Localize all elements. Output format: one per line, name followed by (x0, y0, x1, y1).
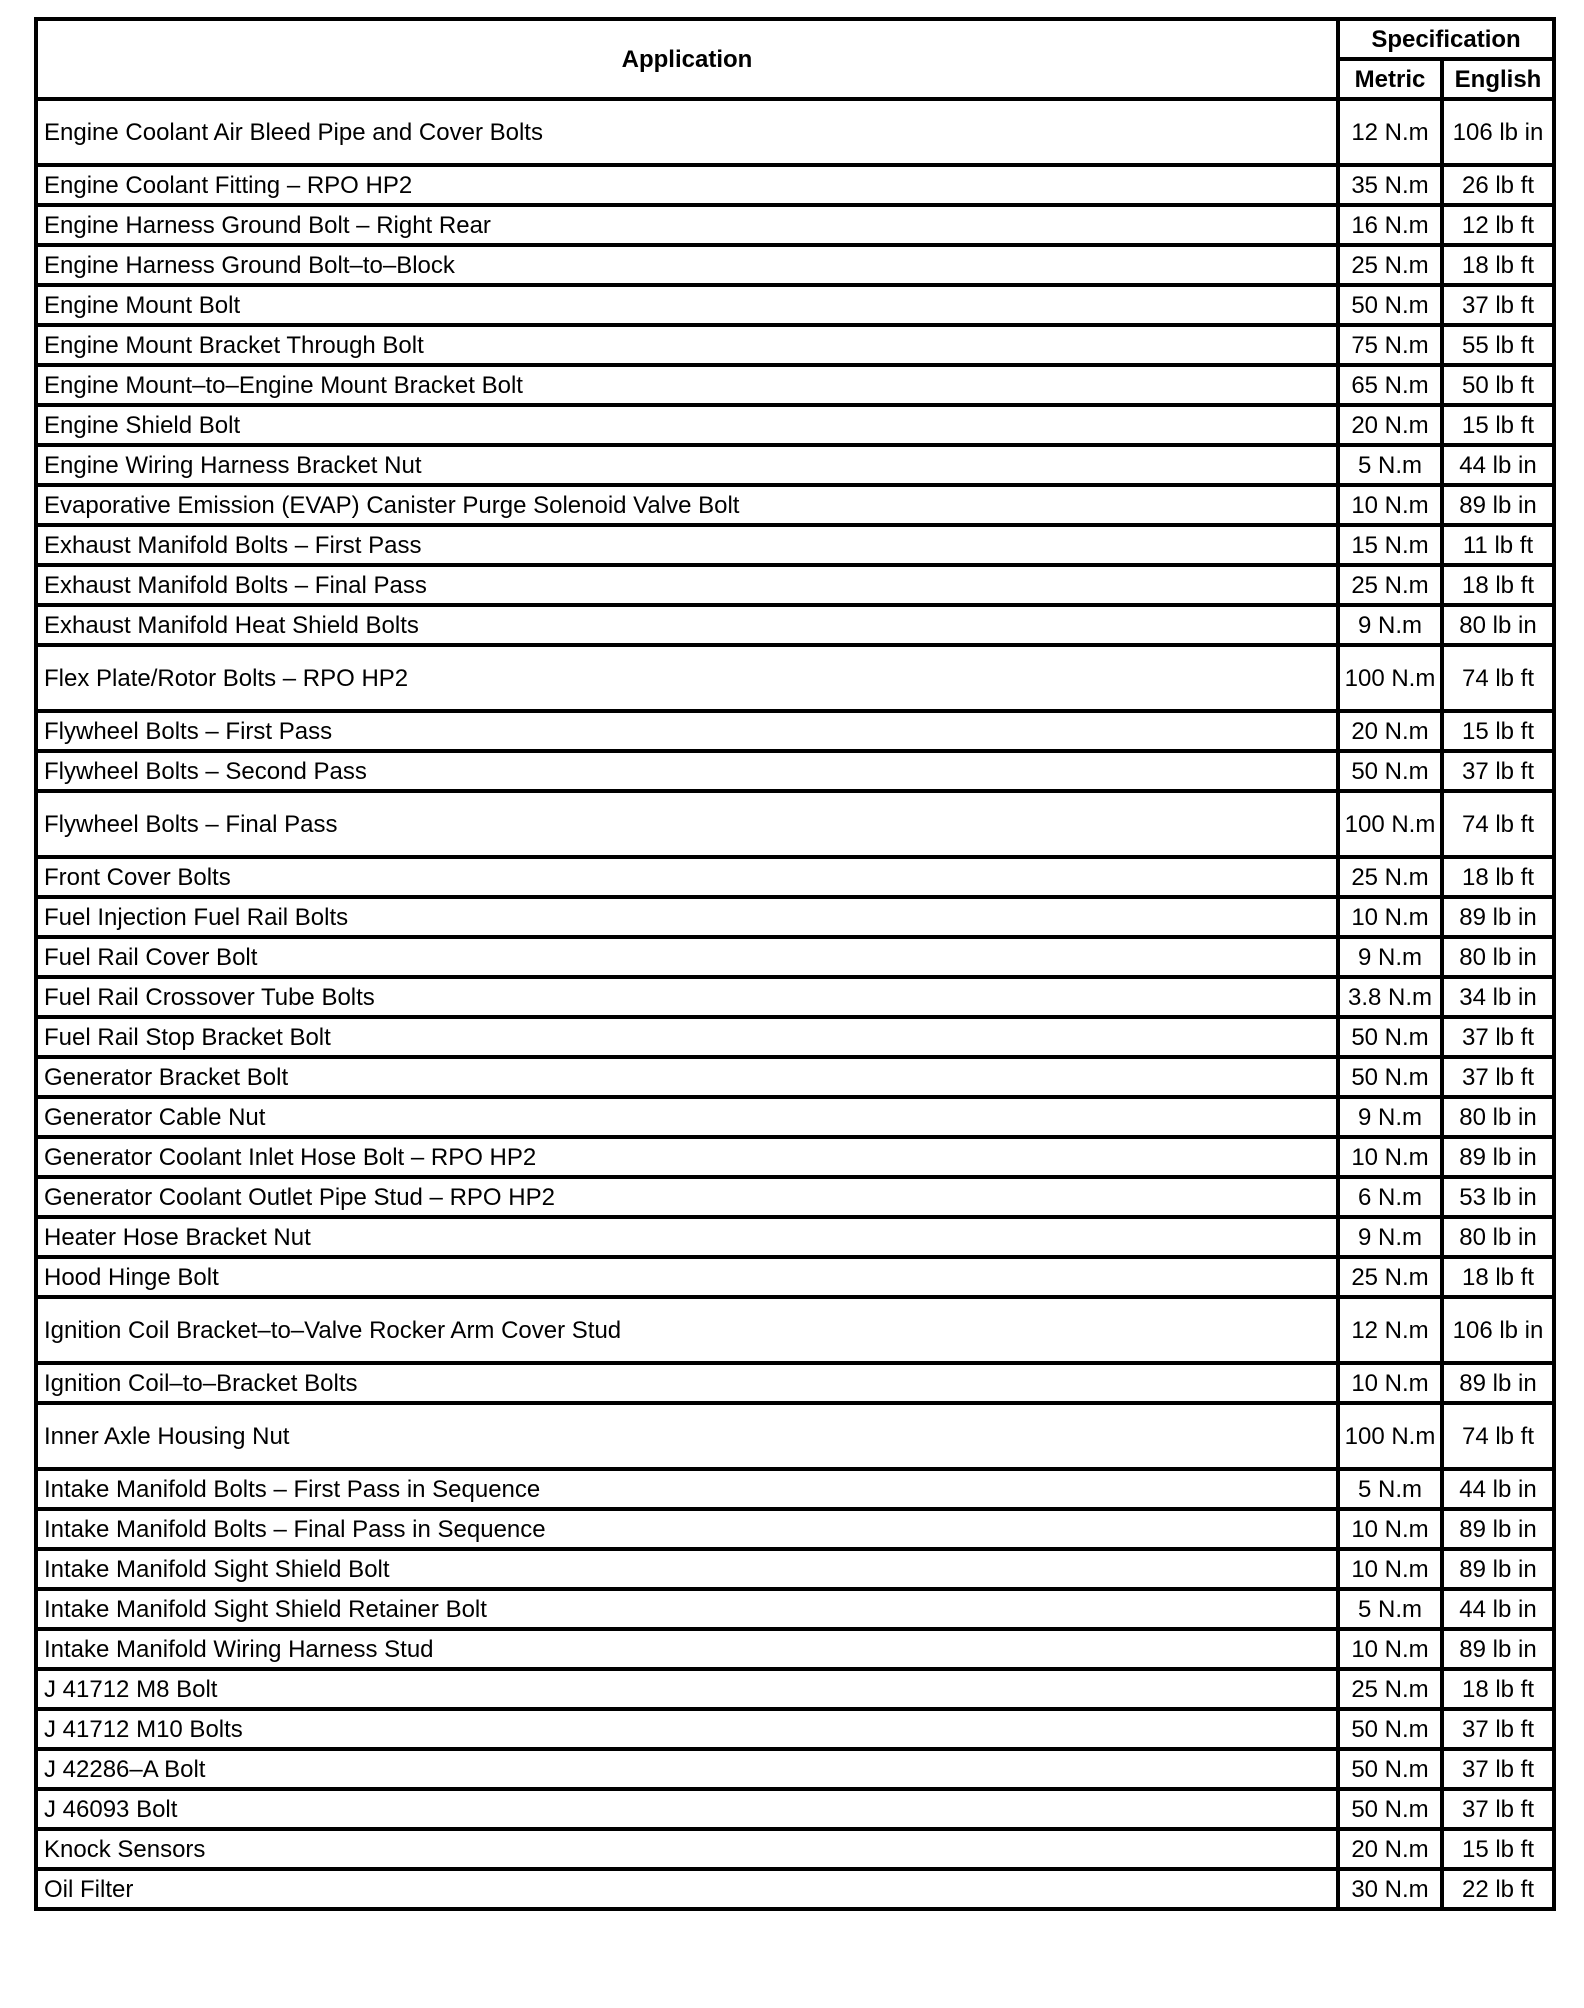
metric-cell: 65 N.m (1338, 365, 1442, 405)
english-cell: 89 lb in (1442, 897, 1554, 937)
application-cell: J 42286–A Bolt (36, 1749, 1338, 1789)
application-cell: Intake Manifold Sight Shield Retainer Bolt (36, 1589, 1338, 1629)
metric-cell: 25 N.m (1338, 857, 1442, 897)
english-cell: 74 lb ft (1442, 645, 1554, 711)
english-cell: 89 lb in (1442, 485, 1554, 525)
english-cell: 89 lb in (1442, 1509, 1554, 1549)
english-cell: 18 lb ft (1442, 1257, 1554, 1297)
application-cell: Fuel Injection Fuel Rail Bolts (36, 897, 1338, 937)
metric-cell: 5 N.m (1338, 1469, 1442, 1509)
table-row (36, 1549, 1554, 1589)
table-row (36, 1297, 1554, 1363)
application-cell: Engine Mount–to–Engine Mount Bracket Bolt (36, 365, 1338, 405)
table-row (36, 1869, 1554, 1909)
metric-cell: 25 N.m (1338, 1257, 1442, 1297)
english-cell: 37 lb ft (1442, 751, 1554, 791)
table-row (36, 205, 1554, 245)
metric-cell: 50 N.m (1338, 1749, 1442, 1789)
metric-cell: 9 N.m (1338, 1217, 1442, 1257)
metric-cell: 10 N.m (1338, 897, 1442, 937)
english-cell: 26 lb ft (1442, 165, 1554, 205)
metric-cell: 10 N.m (1338, 485, 1442, 525)
metric-cell: 50 N.m (1338, 1709, 1442, 1749)
application-cell: Exhaust Manifold Bolts – First Pass (36, 525, 1338, 565)
table-row (36, 1749, 1554, 1789)
metric-cell: 50 N.m (1338, 1789, 1442, 1829)
table-row (36, 325, 1554, 365)
application-cell: Generator Coolant Inlet Hose Bolt – RPO HP2 (36, 1137, 1338, 1177)
table-row (36, 99, 1554, 165)
application-cell: Ignition Coil–to–Bracket Bolts (36, 1363, 1338, 1403)
table-row (36, 245, 1554, 285)
english-cell: 15 lb ft (1442, 405, 1554, 445)
application-cell: Fuel Rail Crossover Tube Bolts (36, 977, 1338, 1017)
application-cell: Generator Coolant Outlet Pipe Stud – RPO HP2 (36, 1177, 1338, 1217)
application-cell: Hood Hinge Bolt (36, 1257, 1338, 1297)
application-cell: Engine Mount Bolt (36, 285, 1338, 325)
application-cell: Engine Coolant Fitting – RPO HP2 (36, 165, 1338, 205)
metric-cell: 30 N.m (1338, 1869, 1442, 1909)
metric-cell: 20 N.m (1338, 405, 1442, 445)
english-cell: 18 lb ft (1442, 245, 1554, 285)
metric-cell: 50 N.m (1338, 1017, 1442, 1057)
application-cell: J 46093 Bolt (36, 1789, 1338, 1829)
table-row (36, 485, 1554, 525)
english-cell: 89 lb in (1442, 1363, 1554, 1403)
table-row (36, 1589, 1554, 1629)
english-cell: 18 lb ft (1442, 565, 1554, 605)
table-row (36, 525, 1554, 565)
table-row (36, 1257, 1554, 1297)
application-cell: Engine Shield Bolt (36, 405, 1338, 445)
spec-table-body (36, 99, 1554, 1909)
table-row (36, 1629, 1554, 1669)
english-cell: 106 lb in (1442, 99, 1554, 165)
application-cell: Engine Coolant Air Bleed Pipe and Cover Bolts (36, 99, 1338, 165)
table-row (36, 1137, 1554, 1177)
application-cell: J 41712 M8 Bolt (36, 1669, 1338, 1709)
english-cell: 22 lb ft (1442, 1869, 1554, 1909)
metric-cell: 3.8 N.m (1338, 977, 1442, 1017)
table-row (36, 1669, 1554, 1709)
english-cell: 74 lb ft (1442, 1403, 1554, 1469)
table-row (36, 365, 1554, 405)
table-row (36, 791, 1554, 857)
application-cell: Flywheel Bolts – Final Pass (36, 791, 1338, 857)
application-cell: Flywheel Bolts – First Pass (36, 711, 1338, 751)
english-cell: 106 lb in (1442, 1297, 1554, 1363)
application-cell: Intake Manifold Bolts – Final Pass in Sequence (36, 1509, 1338, 1549)
metric-cell: 10 N.m (1338, 1363, 1442, 1403)
application-cell: Flex Plate/Rotor Bolts – RPO HP2 (36, 645, 1338, 711)
english-cell: 11 lb ft (1442, 525, 1554, 565)
metric-cell: 50 N.m (1338, 751, 1442, 791)
english-cell: 18 lb ft (1442, 1669, 1554, 1709)
metric-header: Metric (1338, 59, 1442, 99)
english-cell: 15 lb ft (1442, 711, 1554, 751)
english-header: English (1442, 59, 1554, 99)
application-cell: Fuel Rail Cover Bolt (36, 937, 1338, 977)
metric-cell: 20 N.m (1338, 711, 1442, 751)
application-cell: Flywheel Bolts – Second Pass (36, 751, 1338, 791)
table-row (36, 1177, 1554, 1217)
table-row (36, 751, 1554, 791)
table-row (36, 937, 1554, 977)
table-row (36, 1017, 1554, 1057)
table-row (36, 897, 1554, 937)
english-cell: 37 lb ft (1442, 1749, 1554, 1789)
metric-cell: 9 N.m (1338, 1097, 1442, 1137)
application-cell: Engine Harness Ground Bolt – Right Rear (36, 205, 1338, 245)
metric-cell: 10 N.m (1338, 1549, 1442, 1589)
english-cell: 37 lb ft (1442, 1709, 1554, 1749)
application-cell: Intake Manifold Bolts – First Pass in Sequence (36, 1469, 1338, 1509)
table-row (36, 605, 1554, 645)
english-cell: 80 lb in (1442, 1217, 1554, 1257)
table-row (36, 857, 1554, 897)
english-cell: 53 lb in (1442, 1177, 1554, 1217)
metric-cell: 100 N.m (1338, 791, 1442, 857)
application-cell: Engine Harness Ground Bolt–to–Block (36, 245, 1338, 285)
english-cell: 89 lb in (1442, 1549, 1554, 1589)
header-row-top (36, 19, 1554, 59)
table-row (36, 405, 1554, 445)
application-cell: Ignition Coil Bracket–to–Valve Rocker Arm Cover Stud (36, 1297, 1338, 1363)
english-cell: 80 lb in (1442, 937, 1554, 977)
metric-cell: 100 N.m (1338, 645, 1442, 711)
application-cell: Knock Sensors (36, 1829, 1338, 1869)
english-cell: 37 lb ft (1442, 1017, 1554, 1057)
table-row (36, 1709, 1554, 1749)
application-header: Application (36, 19, 1338, 99)
table-row (36, 1829, 1554, 1869)
metric-cell: 20 N.m (1338, 1829, 1442, 1869)
english-cell: 18 lb ft (1442, 857, 1554, 897)
table-row (36, 711, 1554, 751)
table-row (36, 1057, 1554, 1097)
application-cell: Exhaust Manifold Heat Shield Bolts (36, 605, 1338, 645)
english-cell: 55 lb ft (1442, 325, 1554, 365)
metric-cell: 9 N.m (1338, 605, 1442, 645)
metric-cell: 50 N.m (1338, 1057, 1442, 1097)
english-cell: 89 lb in (1442, 1629, 1554, 1669)
table-row (36, 285, 1554, 325)
english-cell: 74 lb ft (1442, 791, 1554, 857)
metric-cell: 15 N.m (1338, 525, 1442, 565)
table-row (36, 645, 1554, 711)
table-row (36, 165, 1554, 205)
english-cell: 80 lb in (1442, 1097, 1554, 1137)
application-cell: Fuel Rail Stop Bracket Bolt (36, 1017, 1338, 1057)
application-cell: J 41712 M10 Bolts (36, 1709, 1338, 1749)
application-cell: Generator Bracket Bolt (36, 1057, 1338, 1097)
table-row (36, 1789, 1554, 1829)
english-cell: 12 lb ft (1442, 205, 1554, 245)
english-cell: 44 lb in (1442, 1589, 1554, 1629)
metric-cell: 6 N.m (1338, 1177, 1442, 1217)
torque-specification-table (34, 17, 1556, 1911)
metric-cell: 10 N.m (1338, 1629, 1442, 1669)
english-cell: 37 lb ft (1442, 1057, 1554, 1097)
application-cell: Inner Axle Housing Nut (36, 1403, 1338, 1469)
metric-cell: 5 N.m (1338, 1589, 1442, 1629)
metric-cell: 12 N.m (1338, 1297, 1442, 1363)
application-cell: Oil Filter (36, 1869, 1338, 1909)
application-cell: Intake Manifold Sight Shield Bolt (36, 1549, 1338, 1589)
table-row (36, 1363, 1554, 1403)
application-cell: Engine Mount Bracket Through Bolt (36, 325, 1338, 365)
table-row (36, 1217, 1554, 1257)
table-row (36, 1469, 1554, 1509)
application-cell: Intake Manifold Wiring Harness Stud (36, 1629, 1338, 1669)
specification-header: Specification (1338, 19, 1554, 59)
english-cell: 44 lb in (1442, 1469, 1554, 1509)
application-cell: Front Cover Bolts (36, 857, 1338, 897)
application-cell: Evaporative Emission (EVAP) Canister Purge Solenoid Valve Bolt (36, 485, 1338, 525)
english-cell: 37 lb ft (1442, 1789, 1554, 1829)
metric-cell: 9 N.m (1338, 937, 1442, 977)
english-cell: 50 lb ft (1442, 365, 1554, 405)
table-row (36, 1403, 1554, 1469)
metric-cell: 75 N.m (1338, 325, 1442, 365)
metric-cell: 5 N.m (1338, 445, 1442, 485)
english-cell: 34 lb in (1442, 977, 1554, 1017)
application-cell: Engine Wiring Harness Bracket Nut (36, 445, 1338, 485)
application-cell: Generator Cable Nut (36, 1097, 1338, 1137)
metric-cell: 35 N.m (1338, 165, 1442, 205)
english-cell: 44 lb in (1442, 445, 1554, 485)
metric-cell: 10 N.m (1338, 1509, 1442, 1549)
table-row (36, 1097, 1554, 1137)
application-cell: Exhaust Manifold Bolts – Final Pass (36, 565, 1338, 605)
table-row (36, 445, 1554, 485)
table-row (36, 1509, 1554, 1549)
metric-cell: 25 N.m (1338, 565, 1442, 605)
metric-cell: 16 N.m (1338, 205, 1442, 245)
metric-cell: 50 N.m (1338, 285, 1442, 325)
english-cell: 37 lb ft (1442, 285, 1554, 325)
english-cell: 89 lb in (1442, 1137, 1554, 1177)
table-row (36, 977, 1554, 1017)
english-cell: 15 lb ft (1442, 1829, 1554, 1869)
table-row (36, 565, 1554, 605)
metric-cell: 25 N.m (1338, 245, 1442, 285)
application-cell: Heater Hose Bracket Nut (36, 1217, 1338, 1257)
metric-cell: 10 N.m (1338, 1137, 1442, 1177)
metric-cell: 100 N.m (1338, 1403, 1442, 1469)
english-cell: 80 lb in (1442, 605, 1554, 645)
metric-cell: 12 N.m (1338, 99, 1442, 165)
metric-cell: 25 N.m (1338, 1669, 1442, 1709)
